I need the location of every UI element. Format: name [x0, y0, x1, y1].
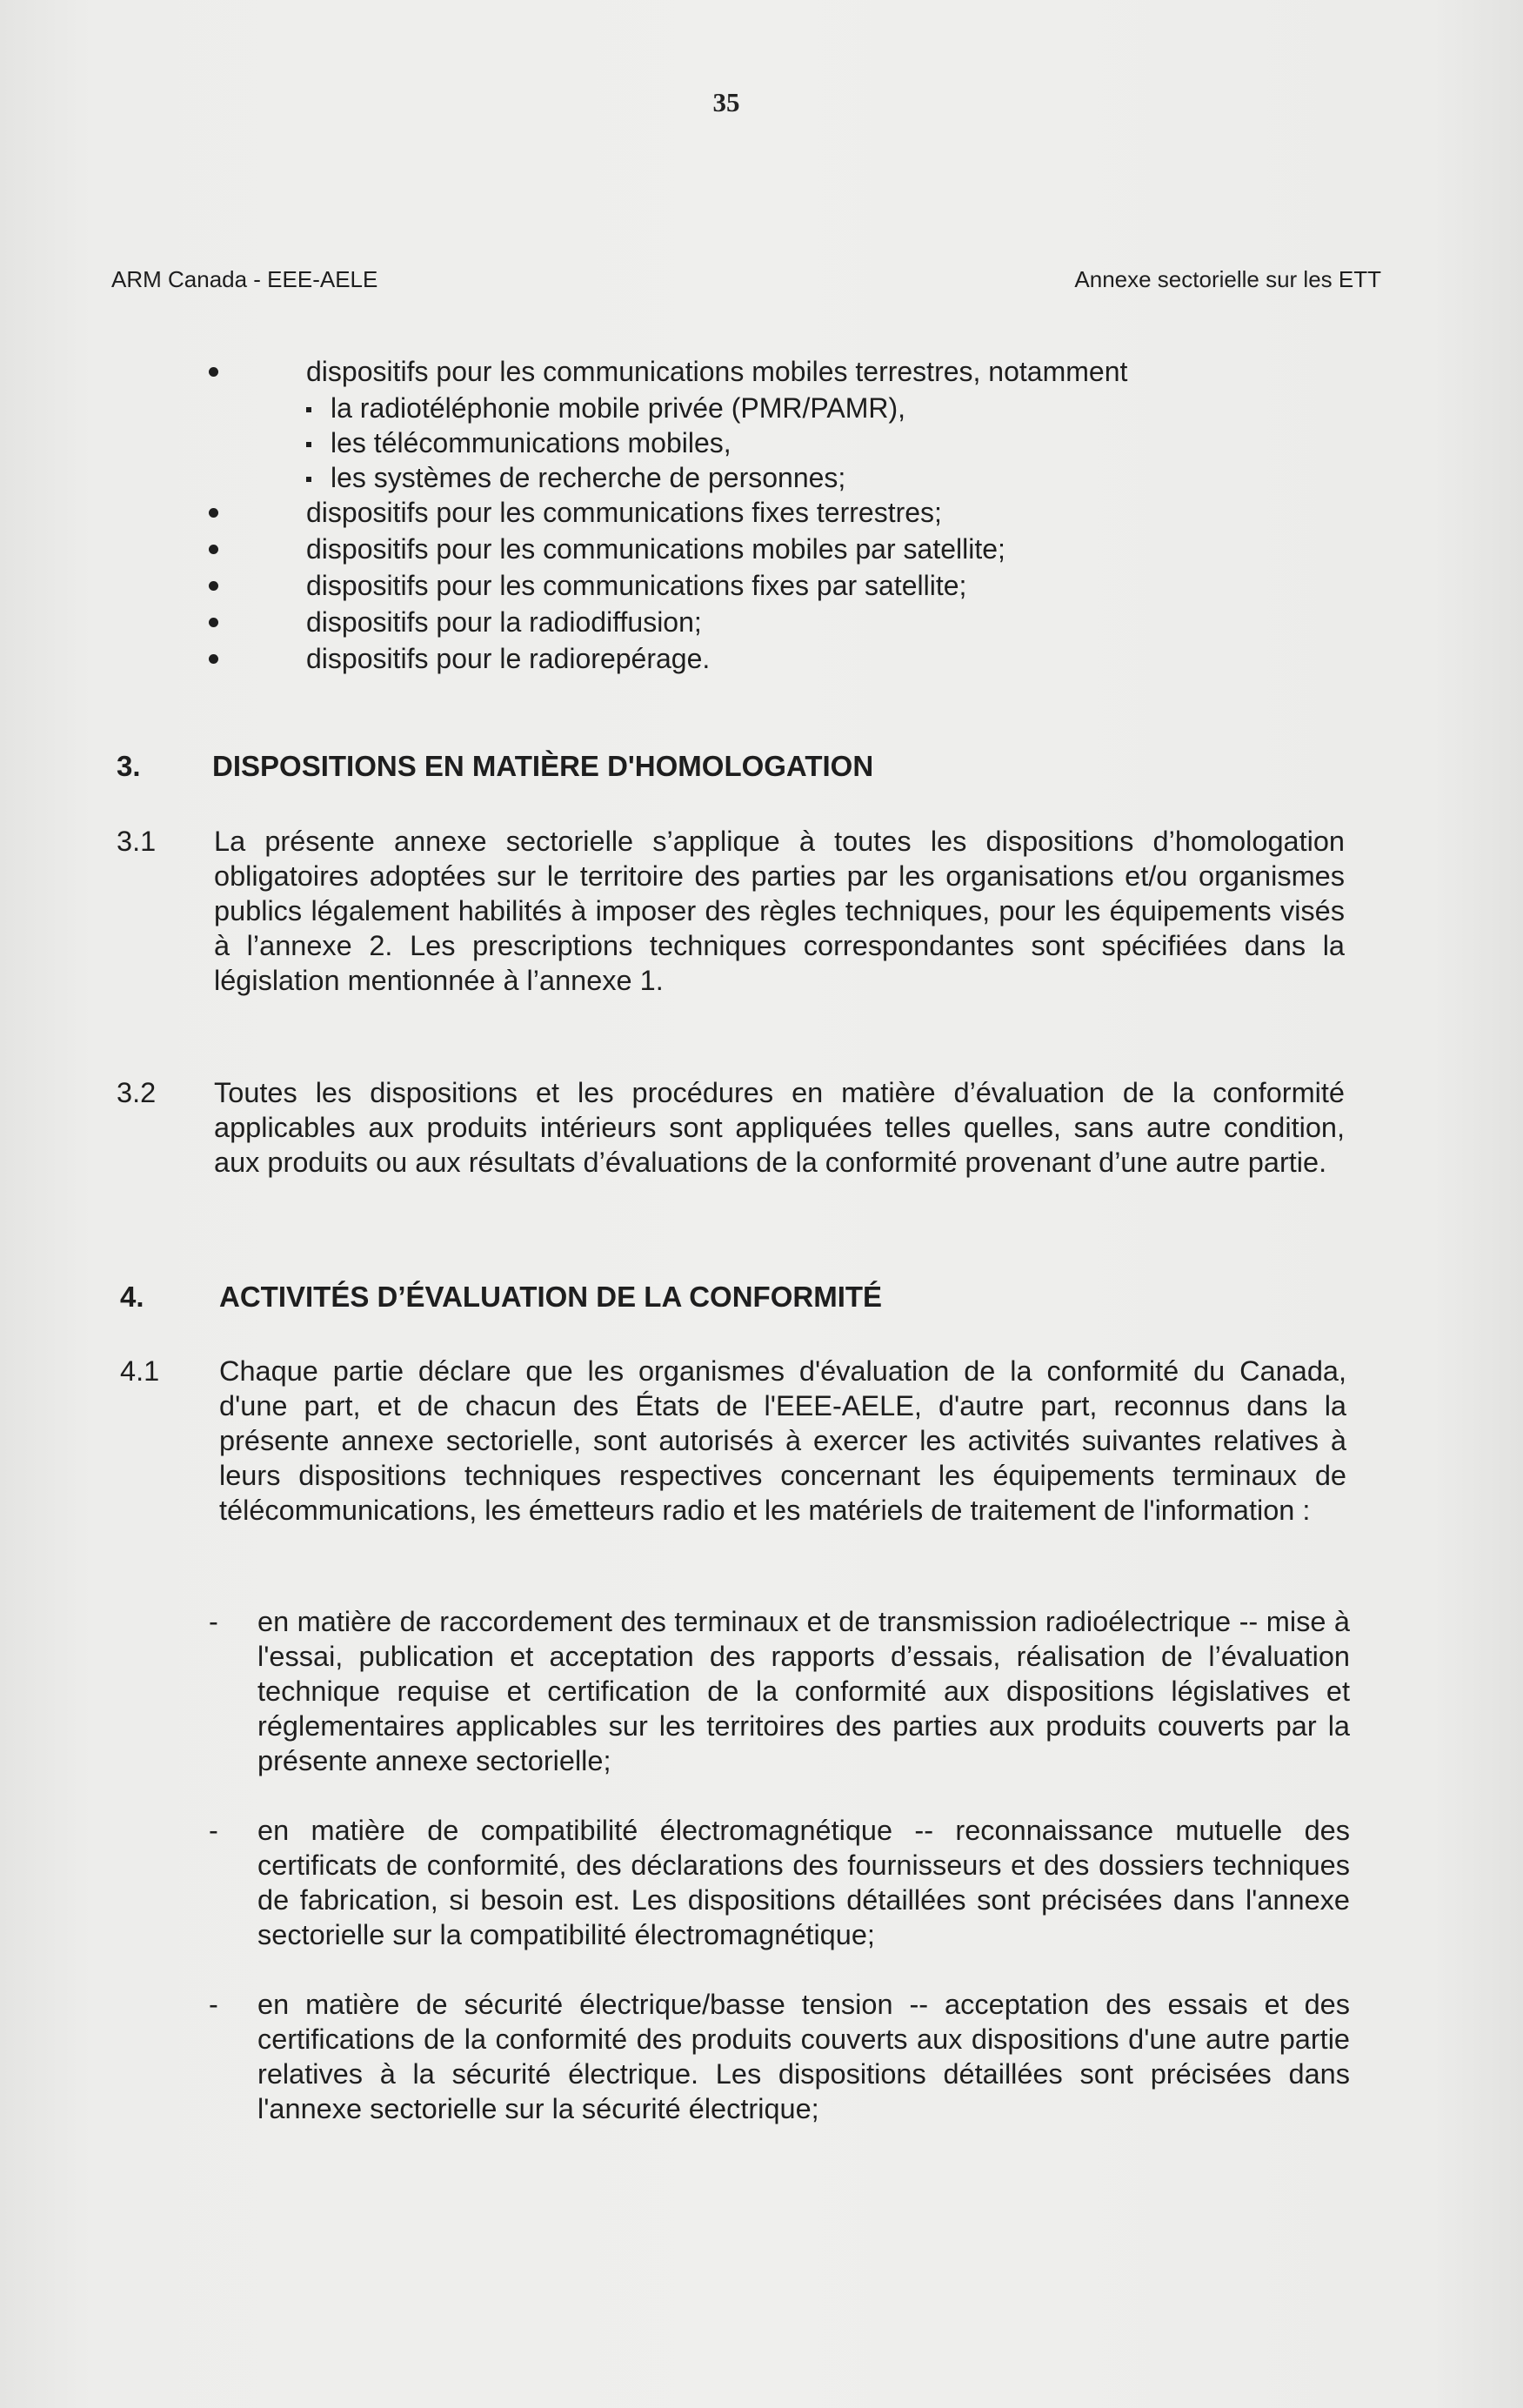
dash-item-text: en matière de compatibilité électromagnétique -- reconnaissance mutuelle des certificats de conformité, des déclarations des fournisseurs et des dossiers techniques de fabrication, si besoin est. Les dispositions détaillées sont précisées dans l'annexe sectorielle sur la compatibilité électromagnétique; — [257, 1815, 1350, 1950]
dash-item-text: en matière de sécurité électrique/basse tension -- acceptation des essais et des certifications de la conformité des produits couverts aux dispositions d'une autre partie relatives à la sécurité électrique. Les dispositions détaillées sont précisées dans l'annexe sectorielle sur la sécurité électrique; — [257, 1989, 1350, 2124]
sub-bullet-icon — [306, 407, 311, 412]
dash-marker: - — [209, 1815, 218, 1846]
header-left: ARM Canada - EEE-AELE — [111, 266, 378, 292]
bullet-text: dispositifs pour les communications fixes terrestres; — [306, 497, 942, 528]
bullet-text: dispositifs pour la radiodiffusion; — [306, 606, 702, 638]
bullet-icon — [209, 508, 218, 518]
section-title: ACTIVITÉS D’ÉVALUATION DE LA CONFORMITÉ — [219, 1281, 883, 1313]
paragraph-text: Toutes les dispositions et les procédures en matière d’évaluation de la conformité applicables aux produits intérieurs sont appliquées telles quelles, sans autre condition, aux produits ou aux résultats d’évaluations de la conformité provenant d’une autre partie. — [214, 1077, 1345, 1178]
paragraph-4-1 — [120, 1354, 1348, 1606]
sub-bullet-text: les télécommunications mobiles, — [331, 427, 731, 458]
dash-item-text: en matière de raccordement des terminaux et de transmission radioélectrique -- mise à l'essai, publication et acceptation des rapports d’essais, réalisation de l’évaluation technique requise et certification de la conformité aux dispositions législatives et réglementaires applicables sur les territoires des parties aux produits couverts par la présente annexe sectorielle; — [257, 1606, 1350, 1776]
paragraph-3-2 — [117, 1075, 1346, 1223]
bullet-icon — [209, 545, 218, 554]
header-right: Annexe sectorielle sur les ETT — [1074, 266, 1381, 292]
paragraph-number: 3.1 — [117, 826, 157, 857]
sub-bullet-text: la radiotéléphonie mobile privée (PMR/PAMR), — [331, 392, 906, 424]
bullet-text: dispositifs pour les communications mobiles par satellite; — [306, 533, 1005, 565]
section-title: DISPOSITIONS EN MATIÈRE D'HOMOLOGATION — [212, 750, 874, 782]
bullet-icon — [209, 581, 218, 591]
paragraph-number: 3.2 — [117, 1077, 157, 1108]
sub-bullet-icon — [306, 442, 311, 447]
bullet-text: dispositifs pour les communications fixes par satellite; — [306, 570, 967, 601]
paragraph-text: La présente annexe sectorielle s’applique à toutes les dispositions d’homologation obligatoires adoptées sur le territoire des parties par les organisations et/ou organismes publics légalement habilités à imposer des règles techniques, pour les équipements visés à l’annexe 2. Les prescriptions techniques correspondantes sont spécifiées dans la législation mentionnée à l’annexe 1. — [214, 826, 1345, 996]
section-number: 3. — [117, 750, 141, 782]
bullet-icon — [209, 618, 218, 627]
bullet-icon — [209, 654, 218, 664]
paragraph-3-1 — [117, 824, 1346, 1041]
section-number: 4. — [120, 1281, 144, 1313]
dash-marker: - — [209, 1606, 218, 1637]
bullet-text: dispositifs pour les communications mobiles terrestres, notamment — [306, 356, 1128, 387]
paragraph-number: 4.1 — [120, 1355, 160, 1387]
page-number: 35 — [712, 87, 740, 117]
sub-bullet-text: les systèmes de recherche de personnes; — [331, 462, 846, 493]
bullet-icon — [209, 367, 218, 377]
paragraph-text: Chaque partie déclare que les organismes d'évaluation de la conformité du Canada, d'une part, et de chacun des États de l'EEE-AELE, d'autre part, reconnus dans la présente annexe sectorielle, sont autorisés à exercer les activités suivantes relatives à leurs dispositions techniques respectives concernant les équipements terminaux de télécommunications, les émetteurs radio et les matériels de traitement de l'information : — [219, 1355, 1346, 1526]
sub-bullet-icon — [306, 477, 311, 482]
bullet-text: dispositifs pour le radiorepérage. — [306, 643, 711, 674]
dash-marker: - — [209, 1989, 218, 2020]
